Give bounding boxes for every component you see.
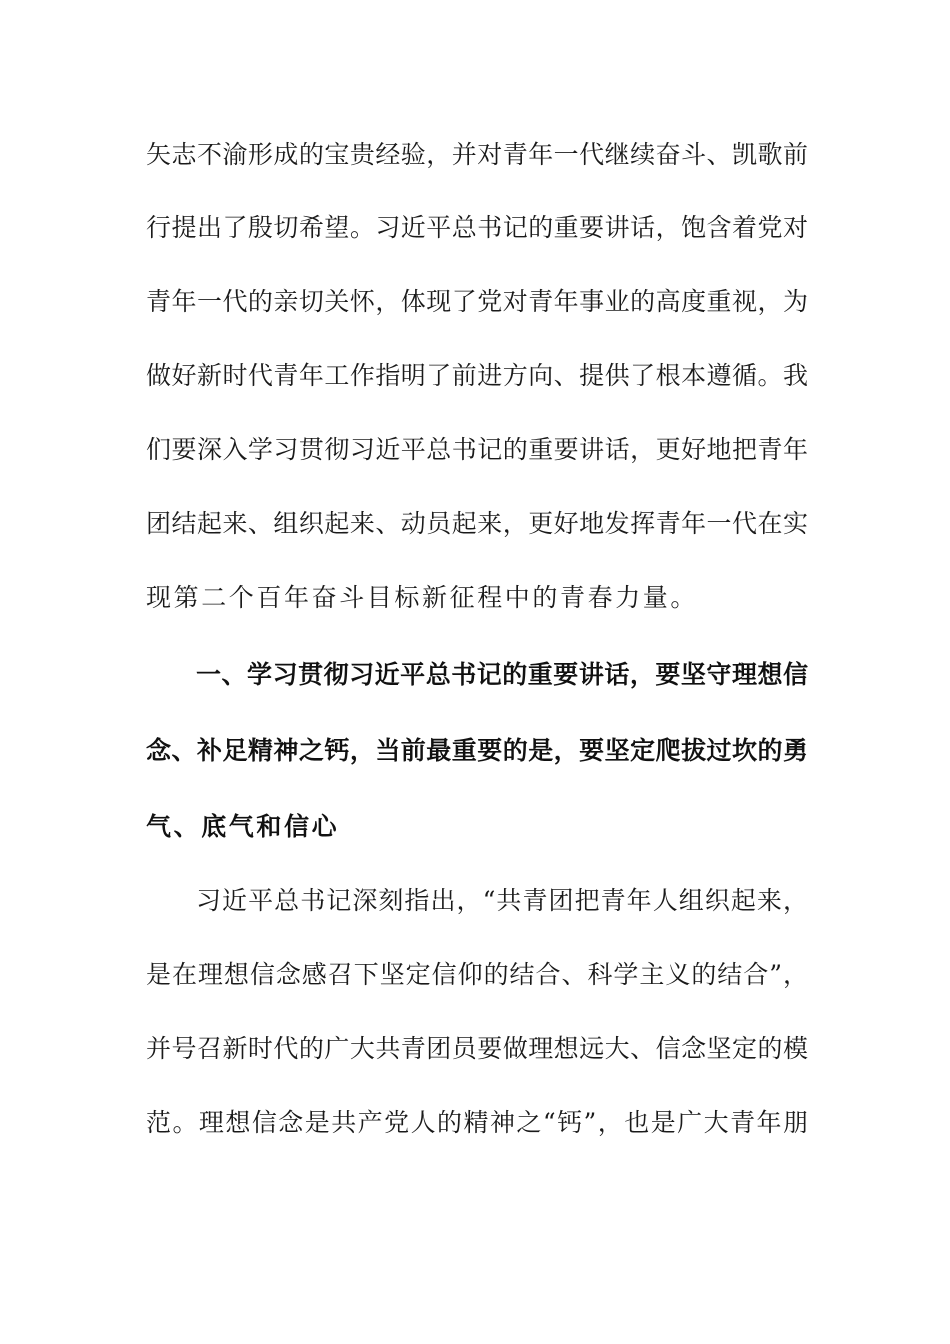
section-heading-line: 念、补足精神之钙，当前最重要的是，要坚定爬拔过坎的勇 bbox=[146, 736, 808, 765]
body-text-line: 青年一代的亲切关怀，体现了党对青年事业的高度重视，为 bbox=[146, 287, 808, 316]
body-text-line: 现第二个百年奋斗目标新征程中的青春力量。 bbox=[146, 583, 699, 612]
body-text-line: 行提出了殷切希望。习近平总书记的重要讲话，饱含着党对 bbox=[146, 213, 808, 242]
body-text-line: 矢志不渝形成的宝贵经验，并对青年一代继续奋斗、凯歌前 bbox=[146, 140, 808, 169]
body-text-line: 并号召新时代的广大共青团员要做理想远大、信念坚定的模 bbox=[146, 1034, 808, 1063]
body-text-line: 习近平总书记深刻指出，“共青团把青年人组织起来， bbox=[196, 886, 808, 915]
body-text-line: 们要深入学习贯彻习近平总书记的重要讲话，更好地把青年 bbox=[146, 435, 808, 464]
body-text-line: 团结起来、组织起来、动员起来，更好地发挥青年一代在实 bbox=[146, 509, 808, 538]
body-text-line: 做好新时代青年工作指明了前进方向、提供了根本遵循。我 bbox=[146, 361, 808, 390]
body-text-line: 范。理想信念是共产党人的精神之“钙”，也是广大青年朋 bbox=[146, 1108, 808, 1137]
section-heading-line: 气、底气和信心 bbox=[146, 812, 340, 841]
section-heading-line: 一、学习贯彻习近平总书记的重要讲话，要坚守理想信 bbox=[196, 660, 808, 689]
body-text-line: 是在理想信念感召下坚定信仰的结合、科学主义的结合”， bbox=[146, 960, 808, 989]
